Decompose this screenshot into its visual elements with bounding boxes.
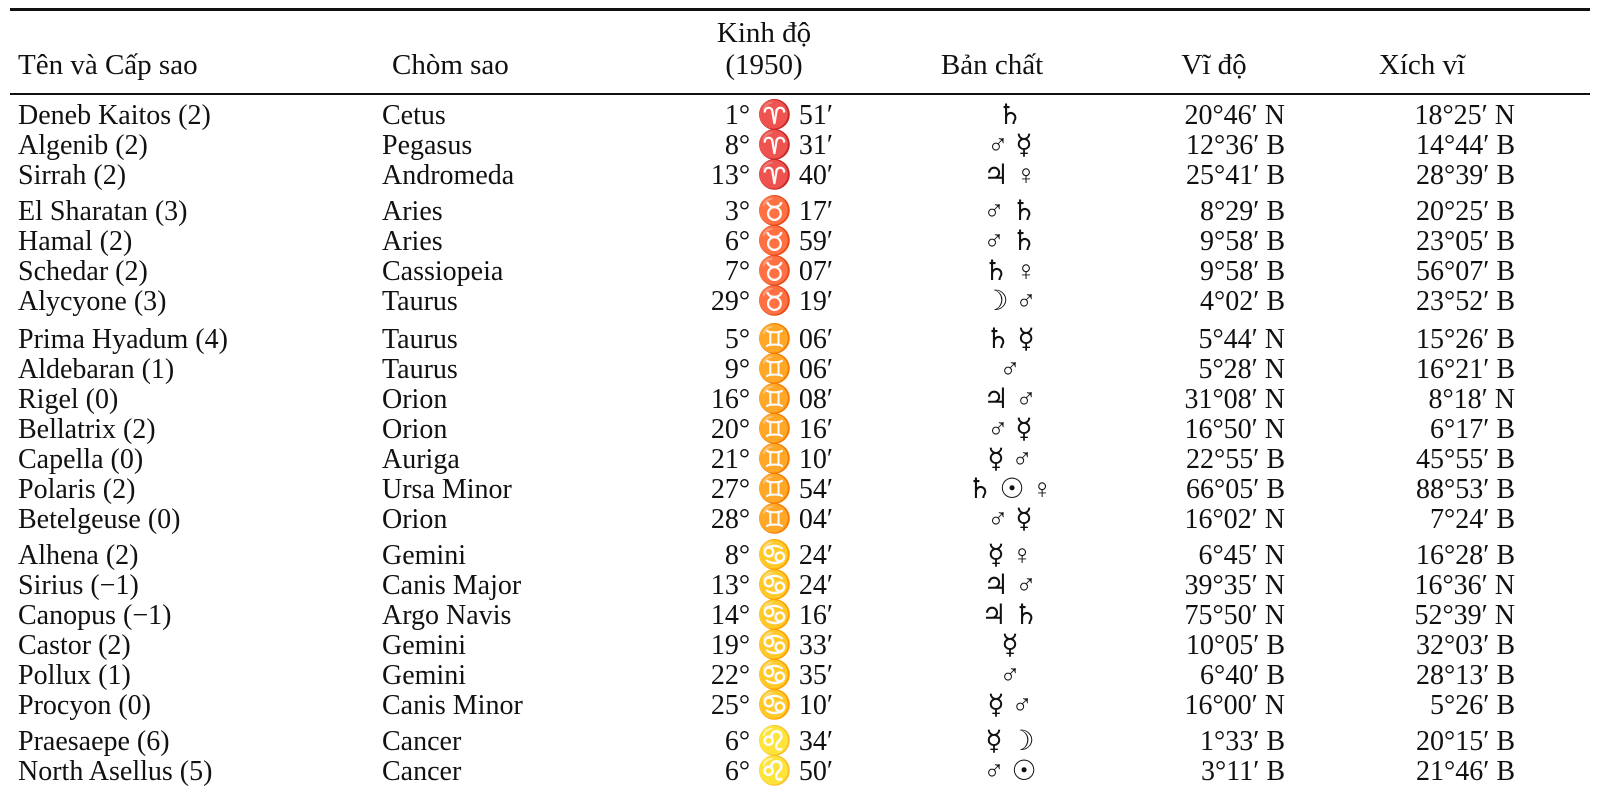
- declination-cell: 5°26′ B: [1430, 690, 1515, 721]
- longitude-cell: 8° ♋ 24′: [724, 540, 833, 571]
- star-name-cell: Schedar (2): [18, 256, 148, 287]
- header-constellation: Chòm sao: [392, 49, 509, 81]
- constellation-cell: Cancer: [382, 726, 462, 757]
- declination-cell: 16°28′ B: [1416, 540, 1515, 571]
- declination-cell: 7°24′ B: [1430, 504, 1515, 535]
- star-name-cell: Bellatrix (2): [18, 414, 156, 445]
- nature-cell: ♃ ♂: [983, 570, 1037, 601]
- latitude-cell: 31°08′ N: [1184, 384, 1285, 415]
- latitude-cell: 16°00′ N: [1184, 690, 1285, 721]
- table-row: [0, 161, 1600, 191]
- table-row: [0, 385, 1600, 415]
- latitude-cell: 25°41′ B: [1186, 160, 1285, 191]
- latitude-cell: 9°58′ B: [1200, 256, 1285, 287]
- table-row: [0, 505, 1600, 535]
- longitude-cell: 27° ♊ 54′: [710, 474, 833, 505]
- longitude-cell: 8° ♈ 31′: [724, 130, 833, 161]
- star-name-cell: Hamal (2): [18, 226, 133, 257]
- star-name-cell: Polaris (2): [18, 474, 136, 505]
- table-row: [0, 631, 1600, 661]
- star-name-cell: Capella (0): [18, 444, 144, 475]
- constellation-cell: Auriga: [382, 444, 460, 475]
- table-row: [0, 325, 1600, 355]
- constellation-cell: Aries: [382, 196, 443, 227]
- declination-cell: 56°07′ B: [1416, 256, 1515, 287]
- constellation-cell: Ursa Minor: [382, 474, 512, 505]
- latitude-cell: 9°58′ B: [1200, 226, 1285, 257]
- constellation-cell: Taurus: [382, 286, 458, 317]
- longitude-cell: 6° ♉ 59′: [724, 226, 833, 257]
- longitude-cell: 9° ♊ 06′: [724, 354, 833, 385]
- table-row: [0, 601, 1600, 631]
- table-row: [0, 197, 1600, 227]
- latitude-cell: 8°29′ B: [1200, 196, 1285, 227]
- declination-cell: 18°25′ N: [1414, 100, 1515, 131]
- table-row: [0, 661, 1600, 691]
- longitude-cell: 14° ♋ 16′: [710, 600, 833, 631]
- latitude-cell: 22°55′ B: [1186, 444, 1285, 475]
- table-row: [0, 691, 1600, 721]
- star-name-cell: Algenib (2): [18, 130, 148, 161]
- latitude-cell: 20°46′ N: [1184, 100, 1285, 131]
- declination-cell: 8°18′ N: [1428, 384, 1515, 415]
- header-latitude: Vĩ độ: [1181, 49, 1247, 81]
- longitude-cell: 28° ♊ 04′: [710, 504, 833, 535]
- constellation-cell: Taurus: [382, 324, 458, 355]
- star-name-cell: Prima Hyadum (4): [18, 324, 228, 355]
- table-row: [0, 131, 1600, 161]
- star-name-cell: Betelgeuse (0): [18, 504, 181, 535]
- constellation-cell: Orion: [382, 414, 448, 445]
- longitude-cell: 20° ♊ 16′: [710, 414, 833, 445]
- latitude-cell: 6°40′ B: [1200, 660, 1285, 691]
- nature-cell: ♄ ☿: [985, 324, 1035, 355]
- constellation-cell: Cetus: [382, 100, 446, 131]
- star-name-cell: Sirrah (2): [18, 160, 127, 191]
- nature-cell: ☿ ♂: [987, 690, 1033, 721]
- nature-cell: ♂ ☿: [987, 130, 1033, 161]
- latitude-cell: 16°02′ N: [1184, 504, 1285, 535]
- latitude-cell: 5°44′ N: [1198, 324, 1285, 355]
- nature-cell: ♂ ☿: [987, 414, 1033, 445]
- longitude-cell: 1° ♈ 51′: [724, 100, 833, 131]
- declination-cell: 28°13′ B: [1416, 660, 1515, 691]
- declination-cell: 16°36′ N: [1414, 570, 1515, 601]
- nature-cell: ♂ ☉: [983, 756, 1037, 787]
- star-name-cell: Rigel (0): [18, 384, 119, 415]
- constellation-cell: Argo Navis: [382, 600, 512, 631]
- constellation-cell: Gemini: [382, 540, 466, 571]
- declination-cell: 45°55′ B: [1416, 444, 1515, 475]
- star-name-cell: Procyon (0): [18, 690, 151, 721]
- star-name-cell: North Asellus (5): [18, 756, 213, 787]
- table-row: [0, 727, 1600, 757]
- declination-cell: 20°15′ B: [1416, 726, 1515, 757]
- table-row: [0, 445, 1600, 475]
- declination-cell: 28°39′ B: [1416, 160, 1515, 191]
- nature-cell: ☽ ♂: [983, 286, 1037, 317]
- declination-cell: 52°39′ N: [1414, 600, 1515, 631]
- nature-cell: ☿ ♀: [987, 540, 1033, 571]
- latitude-cell: 75°50′ N: [1184, 600, 1285, 631]
- constellation-cell: Gemini: [382, 630, 466, 661]
- constellation-cell: Pegasus: [382, 130, 473, 161]
- latitude-cell: 5°28′ N: [1198, 354, 1285, 385]
- declination-cell: 15°26′ B: [1416, 324, 1515, 355]
- table-row: [0, 355, 1600, 385]
- latitude-cell: 4°02′ B: [1200, 286, 1285, 317]
- star-name-cell: Castor (2): [18, 630, 131, 661]
- latitude-cell: 39°35′ N: [1184, 570, 1285, 601]
- latitude-cell: 6°45′ N: [1198, 540, 1285, 571]
- table-row: [0, 257, 1600, 287]
- nature-cell: ♂ ♄: [983, 196, 1037, 227]
- longitude-cell: 6° ♌ 50′: [724, 756, 833, 787]
- nature-cell: ♃ ♂: [983, 384, 1037, 415]
- table-row: [0, 227, 1600, 257]
- declination-cell: 14°44′ B: [1416, 130, 1515, 161]
- latitude-cell: 66°05′ B: [1186, 474, 1285, 505]
- constellation-cell: Gemini: [382, 660, 466, 691]
- table-row: [0, 287, 1600, 317]
- latitude-cell: 3°11′ B: [1201, 756, 1285, 787]
- declination-cell: 88°53′ B: [1416, 474, 1515, 505]
- constellation-cell: Canis Minor: [382, 690, 523, 721]
- latitude-cell: 16°50′ N: [1184, 414, 1285, 445]
- declination-cell: 23°05′ B: [1416, 226, 1515, 257]
- longitude-cell: 22° ♋ 35′: [710, 660, 833, 691]
- longitude-cell: 6° ♌ 34′: [724, 726, 833, 757]
- table-row: [0, 475, 1600, 505]
- nature-cell: ☿: [1001, 630, 1019, 661]
- star-name-cell: Pollux (1): [18, 660, 131, 691]
- nature-cell: ♄: [997, 100, 1023, 131]
- constellation-cell: Cancer: [382, 756, 462, 787]
- longitude-cell: 3° ♉ 17′: [724, 196, 833, 227]
- star-name-cell: Deneb Kaitos (2): [18, 100, 211, 131]
- header-longitude-line2: (1950): [725, 49, 803, 81]
- star-name-cell: Alycyone (3): [18, 286, 167, 317]
- longitude-cell: 13° ♈ 40′: [710, 160, 833, 191]
- nature-cell: ♃ ♀: [983, 160, 1037, 191]
- table-row: [0, 101, 1600, 131]
- longitude-cell: 19° ♋ 33′: [710, 630, 833, 661]
- star-name-cell: Praesaepe (6): [18, 726, 170, 757]
- longitude-cell: 13° ♋ 24′: [710, 570, 833, 601]
- longitude-cell: 16° ♊ 08′: [710, 384, 833, 415]
- constellation-cell: Orion: [382, 384, 448, 415]
- star-name-cell: Aldebaran (1): [18, 354, 175, 385]
- star-name-cell: Alhena (2): [18, 540, 139, 571]
- header-nature: Bản chất: [940, 49, 1044, 81]
- table-row: [0, 757, 1600, 787]
- longitude-cell: 21° ♊ 10′: [710, 444, 833, 475]
- longitude-cell: 7° ♉ 07′: [724, 256, 833, 287]
- latitude-cell: 10°05′ B: [1186, 630, 1285, 661]
- header-name: Tên và Cấp sao: [18, 49, 198, 81]
- nature-cell: ♂ ☿: [987, 504, 1033, 535]
- declination-cell: 6°17′ B: [1430, 414, 1515, 445]
- nature-cell: ♄ ♀: [983, 256, 1037, 287]
- header-rule: [10, 93, 1590, 95]
- longitude-cell: 5° ♊ 06′: [724, 324, 833, 355]
- star-name-cell: Sirius (−1): [18, 570, 139, 601]
- constellation-cell: Orion: [382, 504, 448, 535]
- header-longitude-line1: Kinh độ: [716, 17, 812, 49]
- nature-cell: ♂ ♄: [983, 226, 1037, 257]
- declination-cell: 20°25′ B: [1416, 196, 1515, 227]
- nature-cell: ♄ ☉ ♀: [967, 474, 1053, 505]
- declination-cell: 21°46′ B: [1416, 756, 1515, 787]
- nature-cell: ♂: [999, 354, 1021, 385]
- latitude-cell: 12°36′ B: [1186, 130, 1285, 161]
- declination-cell: 23°52′ B: [1416, 286, 1515, 317]
- declination-cell: 32°03′ B: [1416, 630, 1515, 661]
- declination-cell: 16°21′ B: [1416, 354, 1515, 385]
- star-name-cell: Canopus (−1): [18, 600, 172, 631]
- constellation-cell: Cassiopeia: [382, 256, 504, 287]
- table-row: [0, 571, 1600, 601]
- top-rule: [10, 8, 1590, 11]
- latitude-cell: 1°33′ B: [1200, 726, 1285, 757]
- nature-cell: ☿ ♂: [987, 444, 1033, 475]
- table-row: [0, 415, 1600, 445]
- table-row: [0, 541, 1600, 571]
- star-name-cell: El Sharatan (3): [18, 196, 188, 227]
- longitude-cell: 25° ♋ 10′: [710, 690, 833, 721]
- constellation-cell: Aries: [382, 226, 443, 257]
- header-declination: Xích vĩ: [1378, 49, 1466, 81]
- constellation-cell: Canis Major: [382, 570, 522, 601]
- nature-cell: ☿ ☽: [985, 726, 1035, 757]
- constellation-cell: Taurus: [382, 354, 458, 385]
- constellation-cell: Andromeda: [382, 160, 515, 191]
- nature-cell: ♃ ♄: [981, 600, 1039, 631]
- nature-cell: ♂: [999, 660, 1021, 691]
- longitude-cell: 29° ♉ 19′: [710, 286, 833, 317]
